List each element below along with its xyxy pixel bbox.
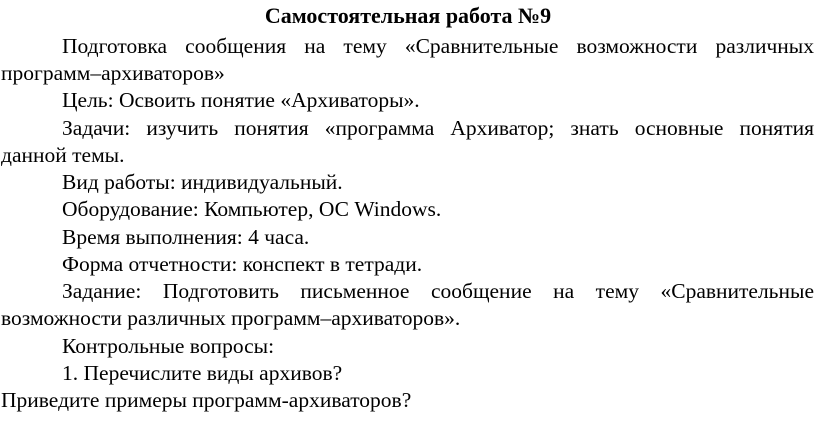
paragraph-equipment: Оборудование: Компьютер, ОС Windows. [62,197,442,221]
document-title: Самостоятельная работа №9 [264,3,552,28]
paragraph-work-type: Вид работы: индивидуальный. [62,170,343,194]
paragraph-topic-line-2: программ–архиваторов» [1,61,225,85]
paragraph-assignment-line-1: Задание: Подготовить письменное сообщение на тему «Сравнительные [62,279,814,303]
control-question-2: Приведите примеры программ-архиваторов? [1,388,412,412]
paragraph-goal: Цель: Освоить понятие «Архиваторы». [62,88,420,112]
paragraph-duration: Время выполнения: 4 часа. [62,225,310,249]
control-questions-heading: Контрольные вопросы: [62,334,275,358]
control-question-1: 1. Перечислите виды архивов? [62,361,343,385]
paragraph-tasks-line-1: Задачи: изучить понятия «программа Архиватор; знать основные понятия [62,116,814,140]
paragraph-tasks-line-2: данной темы. [1,143,125,167]
paragraph-report-form: Форма отчетности: конспект в тетради. [62,252,423,276]
paragraph-topic-line-1: Подготовка сообщения на тему «Сравнительные возможности различных [62,34,814,58]
paragraph-assignment-line-2: возможности различных программ–архиваторов». [1,306,461,330]
